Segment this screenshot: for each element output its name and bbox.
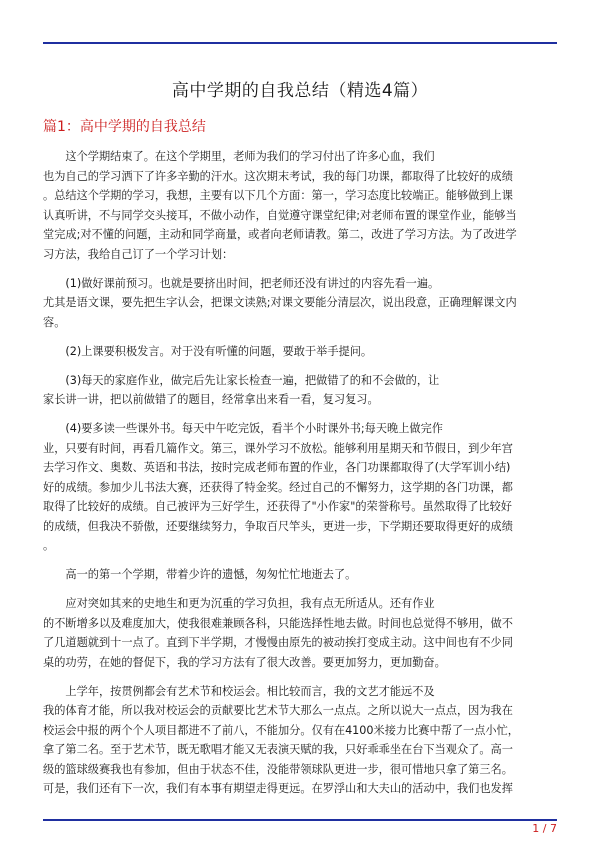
- text-line: (1)做好课前预习。也就是要挤出时间，把老师还没有讲过的内容先看一遍。: [43, 276, 440, 290]
- text-line: (2)上课要积极发言。对于没有听懂的问题，要敢于举手提问。: [43, 344, 373, 358]
- paragraph: [43, 682, 557, 799]
- text-line: 取得了比较好的成绩。自己被评为三好学生，还获得了"小作家"的荣誉称号。虽然取得了比较好: [43, 500, 512, 513]
- paragraph: [43, 342, 557, 362]
- paragraph: [43, 274, 557, 333]
- text-line: 校运会中报的两个个人项目都进不了前八，不能加分。仅有在4100米接力比赛中帮了一点小忙，: [43, 723, 519, 737]
- text-line: 好的成绩。参加少儿书法大赛，还获得了特金奖。经过自己的不懈努力，这学期的各门功课，都: [43, 480, 513, 494]
- header-rule: [43, 42, 557, 44]
- text-line: 去学习作文、奥数、英语和书法，按时完成老师布置的作业，各门功课都取得了(大学军训小结): [43, 461, 511, 474]
- paragraph: [43, 594, 557, 672]
- text-line: 容。: [43, 315, 66, 329]
- text-line: 认真听讲，不与同学交头接耳，不做小动作，自觉遵守课堂纪律;对老师布置的课堂作业，能够当: [43, 208, 517, 222]
- text-line: 了几道题就到十一点了。直到下半学期，才慢慢由原先的被动挨打变成主动。这中间也有不少同: [43, 636, 513, 649]
- document-body: [43, 147, 557, 808]
- footer-rule: [43, 819, 557, 821]
- text-line: 应对突如其来的史地生和更为沉重的学习负担，我有点无所适从。还有作业: [43, 597, 435, 610]
- paragraph: [43, 371, 557, 410]
- text-line: 业，只要有时间，再看几篇作文。第三，课外学习不放松。能够利用星期天和节假日，到少年宫: [43, 441, 513, 455]
- text-line: 习方法，我给自己订了一个学习计划：: [43, 247, 234, 261]
- page-number: 1 / 7: [532, 822, 557, 835]
- text-line: 的成绩，但我决不骄傲，还要继续努力，争取百尺竿头，更进一步，下学期还要取得更好的成绩: [43, 519, 513, 533]
- text-line: 尤其是语文课，要先把生字认会，把课文读熟;对课文要能分清层次，说出段意，正确理解课文内: [43, 296, 517, 309]
- text-line: (3)每天的家庭作业，做完后先让家长检查一遍，把做错了的和不会做的，让: [43, 373, 440, 387]
- text-line: 的不断增多以及难度加大，使我很难兼顾各科，只能选择性地去做。时间也总觉得不够用，做不: [43, 616, 513, 630]
- text-line: 这个学期结束了。在这个学期里，老师为我们的学习付出了许多心血，我们: [43, 150, 435, 163]
- text-line: 我的体育才能，所以我对校运会的贡献要比艺术节大那么一点点。之所以说大一点点，因为我在: [43, 704, 513, 717]
- text-line: 拿了第二名。至于艺术节，既无歌唱才能又无表演天赋的我，只好乖乖坐在台下当观众了。高一: [43, 743, 513, 756]
- paragraph: [43, 419, 557, 556]
- text-line: 家长讲一讲，把以前做错了的题目，经常拿出来看一看，复习复习。: [43, 393, 379, 406]
- text-line: 也为自己的学习洒下了许多辛勤的汗水。这次期末考试，我的每门功课，都取得了比较好的成绩: [43, 169, 513, 183]
- paragraph: [43, 147, 557, 264]
- text-line: 。总结这个学期的学习，我想，主要有以下几个方面：第一，学习态度比较端正。能够做到上课: [43, 189, 513, 202]
- document-title: 高中学期的自我总结（精选4篇）: [171, 81, 429, 101]
- paragraph: [43, 565, 557, 585]
- text-line: (4)要多读一些课外书。每天中午吃完饭，看半个小时课外书;每天晚上做完作: [43, 422, 443, 435]
- section-heading: 篇1：高中学期的自我总结: [43, 119, 206, 135]
- text-line: 高一的第一个学期，带着少许的遗憾，匆匆忙忙地逝去了。: [43, 568, 357, 581]
- text-line: 级的篮球级赛我也有参加，但由于状态不佳，没能带领球队更进一步，很可惜地只拿了第三名。: [43, 762, 513, 776]
- text-line: 桌的功劳，在她的督促下，我的学习方法有了很大改善。要更加努力，更加勤奋。: [43, 655, 446, 669]
- text-line: 。: [43, 539, 55, 552]
- text-line: 上学年，按贯例都会有艺术节和校运会。相比较而言，我的文艺才能远不及: [43, 684, 435, 698]
- text-line: 可是，我们还有下一次，我们有本事有期望走得更远。在罗浮山和大夫山的活动中，我们也发挥: [43, 782, 513, 795]
- text-line: 堂完成;对不懂的问题，主动和同学商量，或者向老师请教。第二，改进了学习方法。为了改进学: [43, 228, 517, 241]
